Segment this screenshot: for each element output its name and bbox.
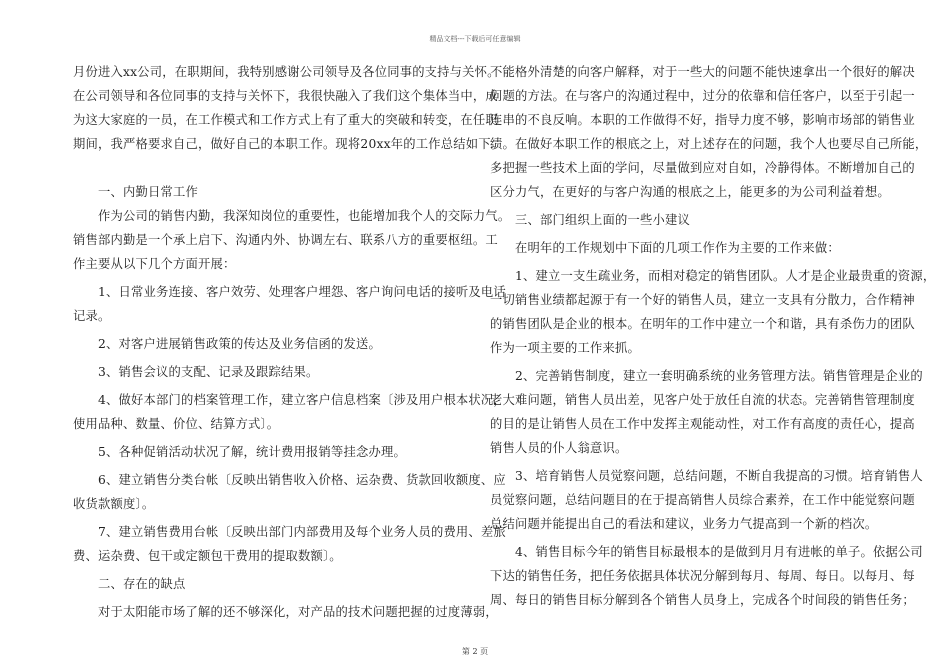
section-heading: 三、部门组织上面的一些小建议 [515,213,690,227]
list-item: 2、对客户进展销售政策的传达及业务信函的发送。 [98,337,381,351]
list-item: 5、各种促销活动状况了解，统计费用报销等挂念办理。 [98,445,406,459]
text-line: 作为公司的销售内勤，我深知岗位的重要性，也能增加我个人的交际力气。 [98,209,511,223]
list-item: 2、完善销售制度，建立一套明确系统的业务管理方法。销售管理是企业的 [515,369,923,383]
text-line: 一切销售业绩都起源于有一个好的销售人员，建立一支具有分散力，合作精神 [490,293,915,307]
text-line: 老大难问题，销售人员出差，见客户处于放任自流的状态。完善销售管理制度 [490,393,915,407]
text-line: 收货款额度〕。 [73,497,155,511]
list-item: 7、建立销售费用台帐〔反映出部门内部费用及每个业务人员的费用、差旅 [98,525,506,539]
text-line: 月份进入xx公司，在职期间，我特别感谢公司领导及各位同事的支持与关怀。 [73,65,500,79]
section-heading: 二、存在的缺点 [98,577,186,591]
list-item: 1、日常业务连接、客户效劳、处理客户埋怨、客户询问电话的接听及电话 [98,285,506,299]
text-line: 期间，我严格要求自己，做好自己的本职工作。现将20xx年的工作总结如下。 [73,137,504,151]
text-line: 不能格外清楚的向客户解释，对于一些大的问题不能快速拿出一个很好的解决 [490,65,915,79]
text-line: 多把握一些技术上面的学问，尽量做到应对自如，冷静得体。不断增加自己的 [490,161,915,175]
text-line: 在公司领导和各位同事的支持与关怀下，我很快融入了我们这个集体当中，成 [73,89,498,103]
text-line: 下达的销售任务，把任务依据具体状况分解到每月、每周、每日。以每月、每 [490,569,915,583]
text-line: 绩。在做好本职工作的根底之上，对上述存在的问题，我个人也要尽自己所能， [490,137,928,151]
text-line: 费、运杂费、包干或定额包干费用的提取数额〕。 [73,549,342,563]
list-item: 3、销售会议的支配、记录及跟踪结果。 [98,365,319,379]
right-column [490,62,936,610]
text-line: 区分力气，在更好的与客户沟通的根底之上，能更多的为公司利益着想。 [490,185,890,199]
section-heading: 一、内勤日常工作 [98,185,198,199]
list-item: 3、培育销售人员觉察问题，总结问题，不断自我提高的习惯。培育销售人 [515,469,923,483]
text-line: 问题的方法。在与客户的沟通过程中，过分的依靠和信任客户，以至于引起一 [490,89,915,103]
list-item: 6、建立销售分类台帐〔反映出销售收入价格、运杂费、货款回收额度、应 [98,473,506,487]
text-line: 销售部内勤是一个承上启下、沟通内外、协调左右、联系八方的重要枢纽。工 [73,233,498,247]
text-line: 的销售团队是企业的根本。在明年的工作中建立一个和谐，具有杀伤力的团队 [490,317,915,331]
list-item: 4、销售目标今年的销售目标最根本的是做到月月有进帐的单子。依据公司 [515,545,923,559]
text-line: 对于太阳能市场了解的还不够深化，对产品的技术问题把握的过度薄弱， [98,605,498,619]
text-line: 总结问题并能提出自己的看法和建议，业务力气提高到一个新的档次。 [490,517,878,531]
text-line: 在明年的工作规划中下面的几项工作作为主要的工作来做： [515,241,840,255]
left-column [73,62,511,622]
page-header: 精品文档---下载后可任意编辑 [429,35,521,43]
page-number: 第 2 页 [461,647,489,656]
list-item: 4、做好本部门的档案管理工作，建立客户信息档案〔涉及用户根本状况， [98,393,506,407]
text-line: 记录。 [73,309,111,323]
text-line: 为这大家庭的一员，在工作模式和工作方式上有了重大的突破和转变，在任职 [73,113,498,127]
text-line: 连串的不良反响。本职的工作做得不好，指导力度不够，影响市场部的销售业 [490,113,915,127]
list-item: 1、建立一支生疏业务，而相对稳定的销售团队。人才是企业最贵重的资源， [515,269,936,283]
text-line: 周、每日的销售目标分解到各个销售人员身上，完成各个时间段的销售任务； [490,593,915,607]
text-line: 的目的是让销售人员在工作中发挥主观能动性，对工作有高度的责任心，提高 [490,417,915,431]
text-line: 作主要从以下几个方面开展： [73,257,236,271]
text-line: 作为一项主要的工作来抓。 [490,341,640,355]
text-line: 销售人员的仆人翁意识。 [490,441,628,455]
text-line: 使用品种、数量、价位、结算方式〕。 [73,417,280,431]
text-line: 员觉察问题，总结问题目的在于提高销售人员综合素养，在工作中能觉察问题 [490,493,915,507]
